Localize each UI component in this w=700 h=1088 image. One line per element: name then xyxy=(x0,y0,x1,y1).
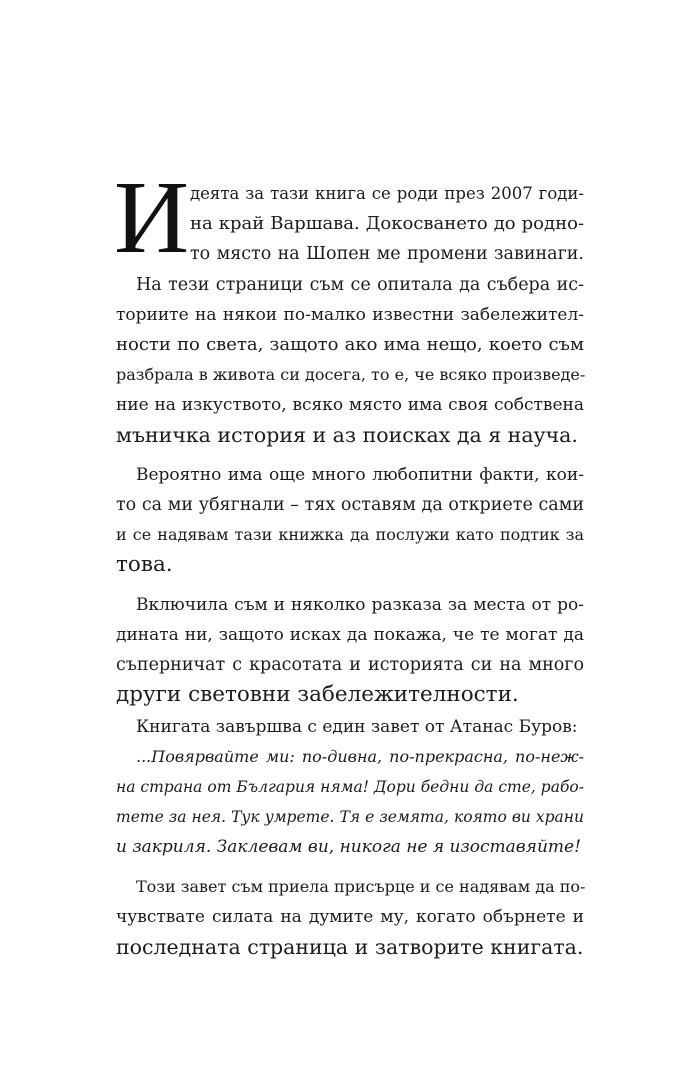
intro-line: на край Варшава. Докосването до родно- xyxy=(190,213,584,234)
paragraph-line: На тези страници съм се опитала да събера ис- xyxy=(136,275,584,295)
paragraph-line: ности по света, защото ако има нещо, което съм xyxy=(116,334,584,355)
quote-line: ...Повярвайте ми: по-дивна, по-прекрасна, по-неж- xyxy=(136,747,584,766)
paragraph-line: и се надявам тази книжка да послужи като подтик за xyxy=(116,525,584,544)
paragraph-line: Включила съм и няколко разказа за места от ро- xyxy=(136,595,584,615)
intro-line: то място на Шопен ме промени завинаги. xyxy=(190,244,584,264)
paragraph-line: съперничат с красотата и историята си на много xyxy=(116,655,584,675)
quote-line: на страна от България няма! Дори бедни да сте, рабо- xyxy=(116,778,584,796)
paragraph-line: то са ми убягнали – тях оставям да откриете сами xyxy=(116,495,584,515)
drop-cap: И xyxy=(114,160,190,275)
paragraph-line: други световни забележителности. xyxy=(116,682,519,707)
closing-line: чувствате силата на думите му, когато обърнете и xyxy=(116,907,584,927)
paragraph-line: разбрала в живота си досега, то е, че всяко произведе- xyxy=(116,365,586,384)
paragraph-line: ториите на някои по-малко известни забележител- xyxy=(116,305,584,325)
quote-line: тете за нея. Тук умрете. Тя е земята, която ви храни xyxy=(116,808,584,826)
paragraph-line: Вероятно има още много любопитни факти, кои- xyxy=(136,465,584,485)
paragraph-line: дината ни, защото исках да покажа, че те могат да xyxy=(116,625,584,645)
paragraph-line: това. xyxy=(116,552,173,577)
paragraph-line: мъничка история и аз поисках да я науча. xyxy=(116,423,578,447)
paragraph-line: Книгата завършва с един завет от Атанас Буров: xyxy=(136,717,578,737)
closing-line: Този завет съм приела присърце и се надявам да по- xyxy=(136,877,586,896)
intro-line: деята за тази книга се роди през 2007 годи- xyxy=(190,184,584,203)
quote-line: и закриля. Заклевам ви, никога не я изоставяйте! xyxy=(116,837,581,857)
paragraph-line: ние на изкуството, всяко място има своя собствена xyxy=(116,395,584,415)
closing-line: последната страница и затворите книгата. xyxy=(116,935,584,959)
